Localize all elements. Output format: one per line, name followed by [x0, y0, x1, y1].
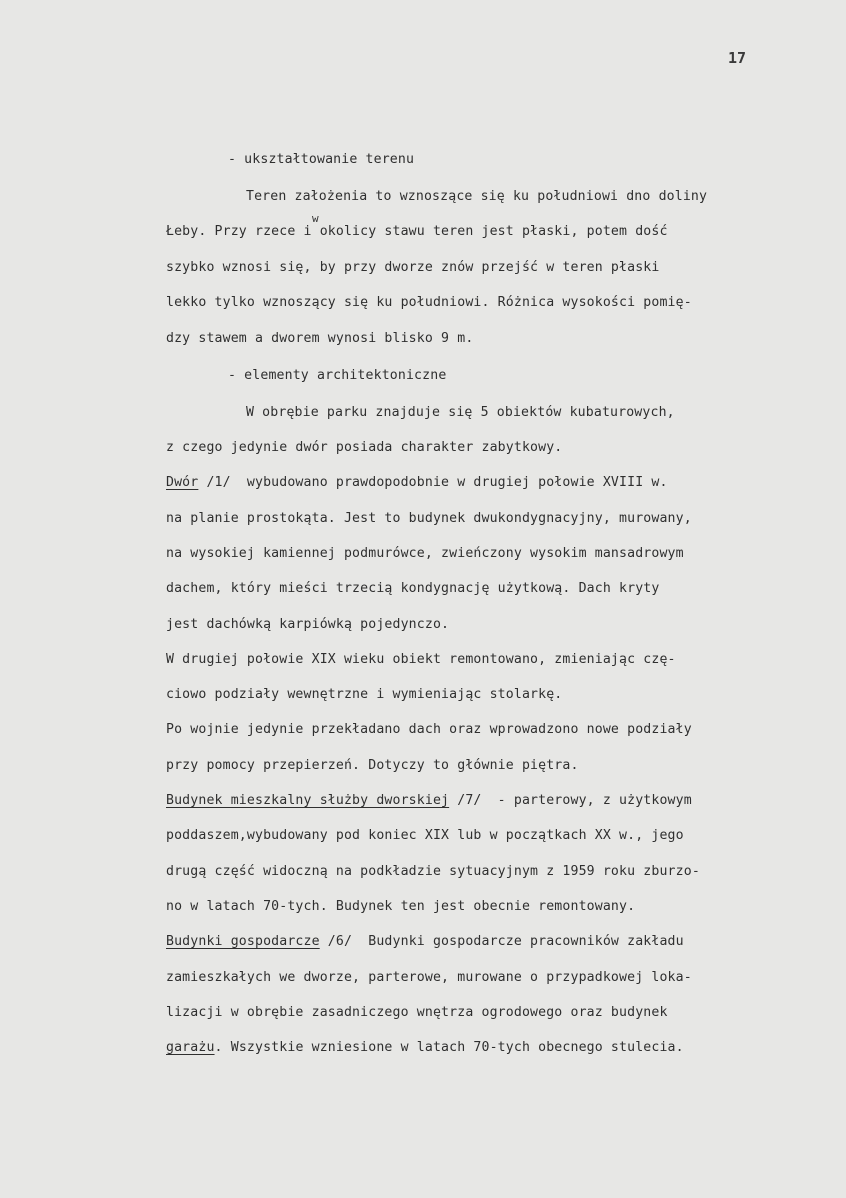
paragraph-line: z czego jedynie dwór posiada charakter zabytkowy. — [166, 440, 563, 455]
paragraph-line: szybko wznosi się, by przy dworze znów przejść w teren płaski — [166, 260, 660, 275]
paragraph-line: lekko tylko wznoszący się ku południowi. Różnica wysokości pomię- — [166, 295, 692, 310]
paragraph-line: no w latach 70-tych. Budynek ten jest obecnie remontowany. — [166, 899, 636, 914]
paragraph-line: poddaszem,wybudowany pod koniec XIX lub w początkach XX w., jego — [166, 828, 684, 843]
section-heading-architecture: - elementy architektoniczne — [228, 368, 447, 383]
paragraph-line: lizacji w obrębie zasadniczego wnętrza ogrodowego oraz budynek — [166, 1005, 668, 1020]
paragraph-line: Łeby. Przy rzece i okolicy stawu teren jest płaski, potem dość — [166, 224, 668, 239]
paragraph-line: na planie prostokąta. Jest to budynek dwukondygnacyjny, murowany, — [166, 511, 692, 526]
paragraph-line: W drugiej połowie XIX wieku obiekt remontowano, zmieniając czę- — [166, 652, 676, 667]
paragraph-line: na wysokiej kamiennej podmurówce, zwieńczony wysokim mansadrowym — [166, 546, 684, 561]
paragraph-line: Po wojnie jedynie przekładano dach oraz wprowadzono nowe podziały — [166, 722, 692, 737]
budynek-mieszkalny-title: Budynek mieszkalny służby dworskiej — [166, 793, 450, 808]
paragraph-line: przy pomocy przepierzeń. Dotyczy to głównie piętra. — [166, 758, 579, 773]
paragraph-line: dzy stawem a dworem wynosi blisko 9 m. — [166, 331, 474, 346]
dwor-first-line-text: /1/ wybudowano prawdopodobnie w drugiej połowie XVIII w. — [198, 475, 668, 490]
budynki-gospodarcze-first-line — [166, 934, 684, 950]
handwritten-insertion-mark: w — [312, 212, 319, 225]
paragraph-line: ciowo podziały wewnętrzne i wymieniając stolarkę. — [166, 687, 563, 702]
paragraph-line: W obrębie parku znajduje się 5 obiektów kubaturowych, — [246, 405, 675, 420]
budynki-gospodarcze-first-line-text: /6/ Budynki gospodarcze pracowników zakładu — [319, 934, 684, 949]
dwor-title: Dwór — [166, 475, 199, 490]
paragraph-line: dachem, który mieści trzecią kondygnację użytkową. Dach kryty — [166, 581, 660, 596]
budynek-mieszkalny-first-line-text: /7/ - parterowy, z użytkowym — [449, 793, 692, 808]
paragraph-line: jest dachówką karpiówką pojedynczo. — [166, 617, 450, 632]
page-number: 17 — [728, 49, 747, 67]
section-heading-terrain: - ukształtowanie terenu — [228, 152, 415, 167]
budynek-mieszkalny-first-line — [166, 793, 692, 809]
paragraph-line: Teren założenia to wznoszące się ku południowi dno doliny — [246, 189, 708, 204]
garaz-line-text: . Wszystkie wzniesione w latach 70-tych obecnego stulecia. — [214, 1040, 684, 1055]
garaz-title: garażu — [166, 1040, 215, 1055]
garaz-line — [166, 1040, 684, 1056]
paragraph-line: drugą część widoczną na podkładzie sytuacyjnym z 1959 roku zburzo- — [166, 864, 700, 879]
dwor-first-line — [166, 475, 668, 491]
paragraph-line: zamieszkałych we dworze, parterowe, murowane o przypadkowej loka- — [166, 970, 692, 985]
budynki-gospodarcze-title: Budynki gospodarcze — [166, 934, 320, 949]
